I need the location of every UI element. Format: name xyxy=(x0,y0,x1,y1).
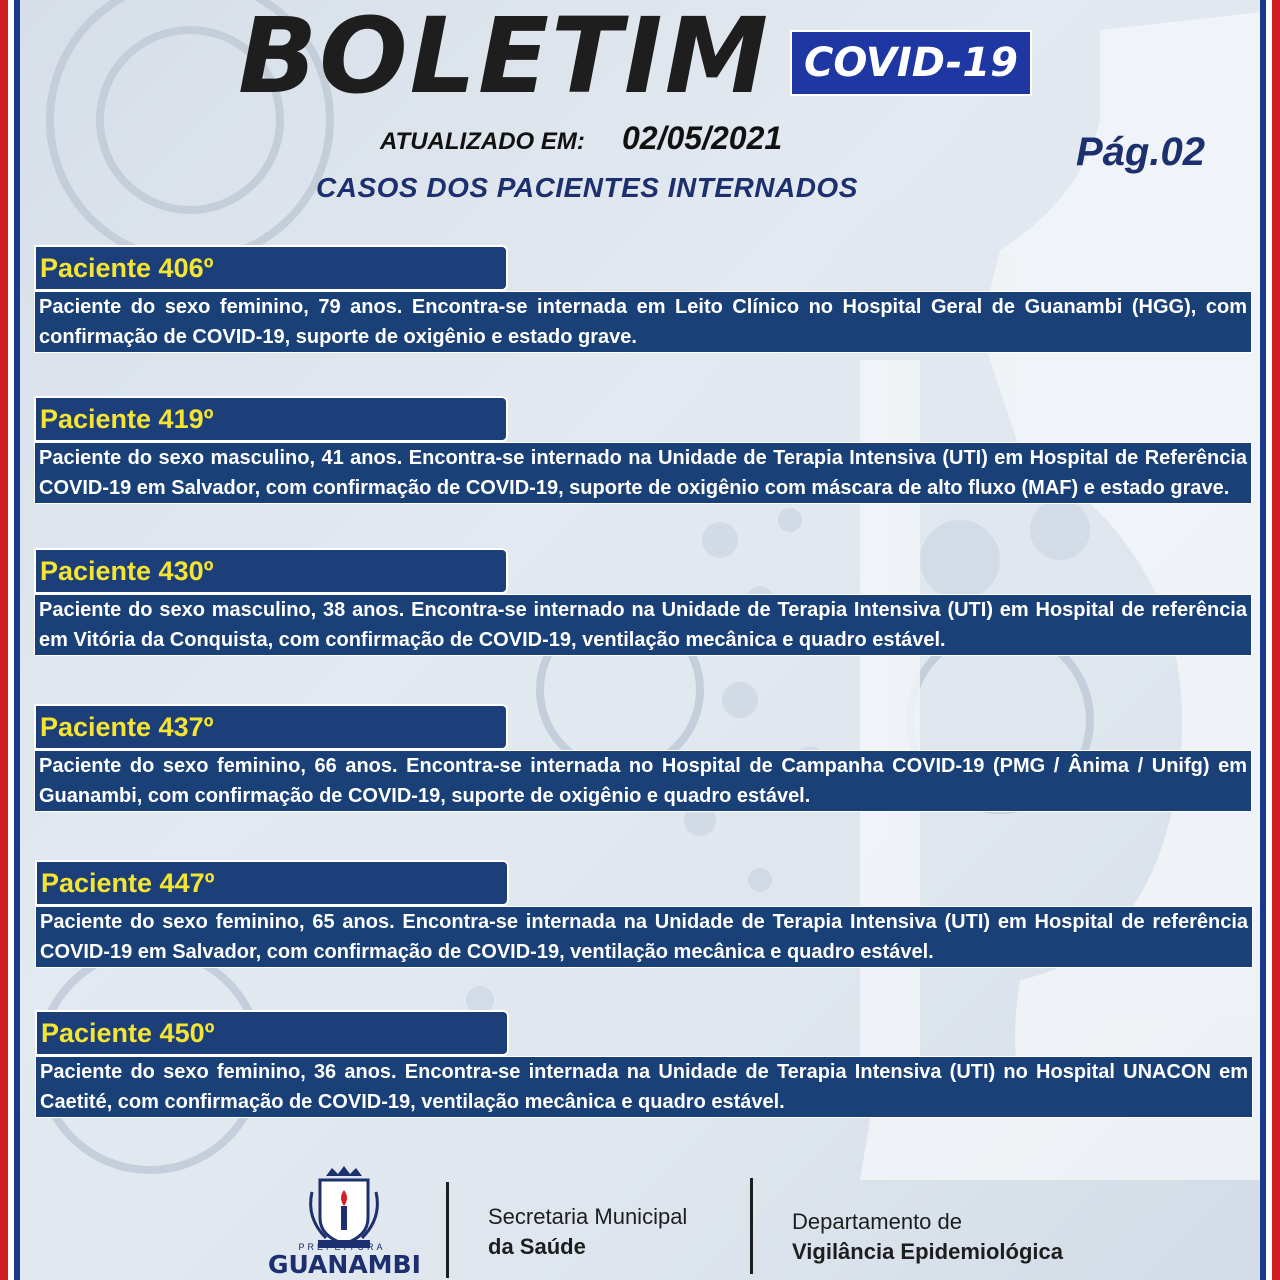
patient-label: Paciente 419º xyxy=(34,396,508,442)
logo-guanambi-text: GUANAMBI xyxy=(268,1250,421,1279)
patient-label: Paciente 447º xyxy=(35,860,509,906)
patient-label: Paciente 406º xyxy=(34,245,508,291)
updated-date: 02/05/2021 xyxy=(622,120,783,156)
patient-label: Paciente 430º xyxy=(34,548,508,594)
secretaria-line2: da Saúde xyxy=(488,1234,586,1259)
patient-description: Paciente do sexo feminino, 66 anos. Encontra-se internada no Hospital de Campanha COVID-19 (PMG / Ânima / Unifg) em Guanambi, com confirmação de COVID-19, suporte de oxigênio e quadro estável. xyxy=(34,750,1252,812)
section-subtitle: CASOS DOS PACIENTES INTERNADOS xyxy=(316,172,858,203)
logo-prefeitura-text: PREFEITURA xyxy=(298,1242,386,1252)
footer-divider xyxy=(446,1182,449,1278)
patient-description: Paciente do sexo masculino, 41 anos. Encontra-se internado na Unidade de Terapia Intensiva (UTI) em Hospital de Referência COVID-19 em Salvador, com confirmação de COVID-19, suporte de oxigênio com máscara de alto fluxo (MAF) e estado grave. xyxy=(34,442,1252,504)
patient-description: Paciente do sexo masculino, 38 anos. Encontra-se internado na Unidade de Terapia Intensiva (UTI) em Hospital de referência em Vitória da Conquista, com confirmação de COVID-19, ventilação mecânica e quadro estável. xyxy=(34,594,1252,656)
bulletin-title: BOLETIM xyxy=(238,0,771,117)
flag-border-right-red xyxy=(1272,0,1280,1280)
page-number: Pág.02 xyxy=(1076,130,1205,174)
departamento-line1: Departamento de xyxy=(792,1209,962,1234)
covid-tag: COVID-19 xyxy=(790,30,1032,96)
flag-border-left-red xyxy=(0,0,8,1280)
patient-description: Paciente do sexo feminino, 65 anos. Encontra-se internada na Unidade de Terapia Intensiva (UTI) em Hospital de referência COVID-19 em Salvador, com confirmação de COVID-19, ventilação mecânica e quadro estável. xyxy=(35,906,1253,968)
patient-description: Paciente do sexo feminino, 79 anos. Encontra-se internada em Leito Clínico no Hospital Geral de Guanambi (HGG), com confirmação de COVID-19, suporte de oxigênio e estado grave. xyxy=(34,291,1252,353)
departamento-block xyxy=(792,1207,1063,1267)
updated-label: ATUALIZADO EM: xyxy=(380,128,585,155)
patient-label: Paciente 450º xyxy=(35,1010,509,1056)
footer-divider xyxy=(750,1178,753,1274)
flag-border-left-blue xyxy=(14,0,20,1280)
secretaria-line1: Secretaria Municipal xyxy=(488,1204,688,1229)
patient-label: Paciente 437º xyxy=(34,704,508,750)
patient-description: Paciente do sexo feminino, 36 anos. Encontra-se internada na Unidade de Terapia Intensiva (UTI) no Hospital UNACON em Caetité, com confirmação de COVID-19, ventilação mecânica e quadro estável. xyxy=(35,1056,1253,1118)
departamento-line2: Vigilância Epidemiológica xyxy=(792,1239,1064,1264)
secretaria-block xyxy=(488,1202,687,1262)
